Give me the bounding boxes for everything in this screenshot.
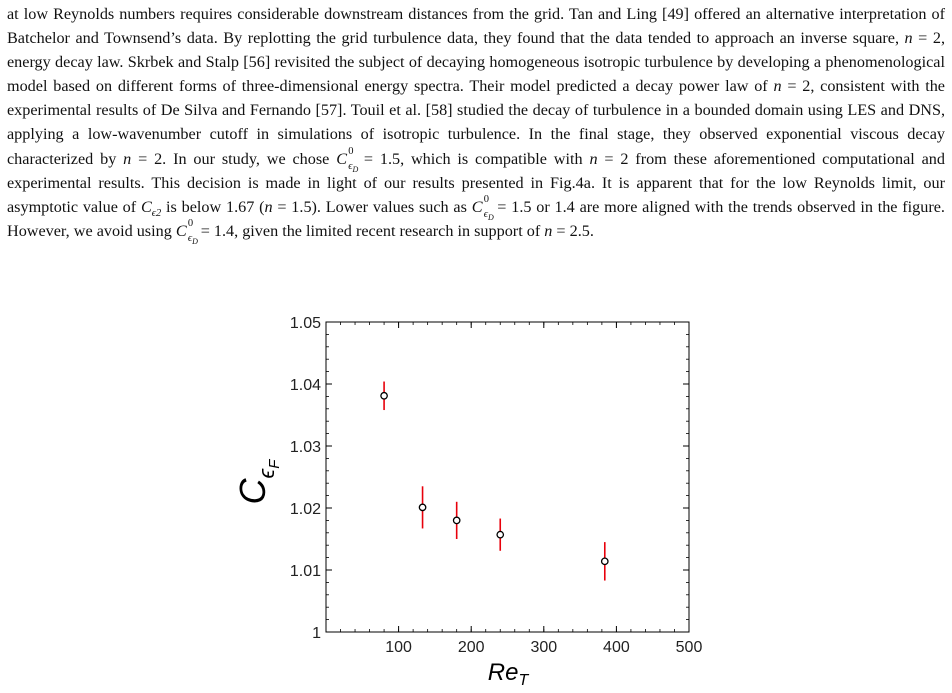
text-run: = 1.4, given the limited recent research in support of [196, 221, 545, 240]
data-point [453, 517, 459, 523]
data-point [381, 393, 387, 399]
data-markers [381, 393, 608, 565]
x-tick-label: 400 [603, 639, 630, 656]
math-variable: n [264, 197, 273, 216]
y-tick-labels [290, 315, 321, 642]
x-tick-label: 300 [530, 639, 558, 656]
data-point [602, 558, 608, 564]
math-coefficient: C 0 $\epsilon_D$ [471, 193, 494, 222]
text-run: = 1.5, which is compatible with [357, 149, 590, 168]
math-variable: n [123, 149, 132, 168]
text-run: = 2 from these aforementioned computational and experimental results. This decision is made in light of our results presented in Fig.4a. It is apparent that for the low Reynolds limit, our asymptotic value of [7, 149, 945, 216]
x-tick-labels [385, 639, 702, 656]
data-point [419, 504, 425, 510]
text-run: = 1.5). Lower values such as [272, 197, 472, 216]
x-tick-label: 200 [457, 639, 485, 656]
text-run: at low Reynolds numbers requires considerable downstream distances from the grid. Tan and Ling [49] offered an alternative interpretation of Batchelor and Townsend’s data. By replotting the grid turbulence data, they found that the data tended to approach an inverse square, [7, 5, 945, 48]
y-tick-label: 1.01 [289, 563, 321, 580]
math-coefficient: $C_{\epsilon 2}$ [140, 197, 162, 219]
major-ticks [326, 322, 689, 632]
error-bars [384, 382, 605, 581]
text-run: is below 1.67 ( [161, 197, 265, 216]
minor-ticks [326, 322, 689, 632]
y-tick-label: 1 [312, 625, 321, 642]
y-tick-label: 1.02 [289, 501, 321, 518]
math-variable: n [544, 221, 553, 240]
math-coefficient: C 0 $\epsilon_D$ [336, 145, 359, 174]
text-run: = 2.5. [552, 221, 594, 240]
x-tick-label: 100 [385, 639, 412, 656]
x-tick-label: 500 [675, 639, 703, 656]
text-run: = 2, energy decay law. Skrbek and Stalp [56] revisited the subject of decaying homogeneous isotropic turbulence by developing a phenomenological model based on different forms of three-dimensional energy spectra. Their model predicted a decay power law of [7, 29, 945, 96]
y-tick-label: 1.05 [289, 315, 321, 332]
y-tick-label: 1.03 [289, 439, 321, 456]
plot-frame [326, 322, 689, 632]
text-run: = 1.5 or 1.4 are more aligned with the trends observed in the figure. However, we avoid using [7, 197, 945, 240]
text-run: = 2, consistent with the experimental results of De Silva and Fernando [57]. Touil et al. [58] studied the decay of turbulence in a bounded domain using LES and DNS, applying a low-wavenumber cutoff in simulations of isotropic turbulence. In the final stage, they observed exponential viscous decay characterized by [7, 77, 945, 168]
math-coefficient: C 0 $\epsilon_D$ [175, 217, 198, 246]
math-variable: n [589, 149, 598, 168]
x-axis-label: ReT [487, 659, 529, 689]
math-variable: n [904, 29, 913, 48]
data-point [497, 531, 503, 537]
y-axis-label: CϵF [232, 459, 283, 505]
math-variable: n [773, 77, 782, 96]
text-run: = 2. In our study, we chose [131, 149, 337, 168]
y-tick-label: 1.04 [289, 377, 321, 394]
